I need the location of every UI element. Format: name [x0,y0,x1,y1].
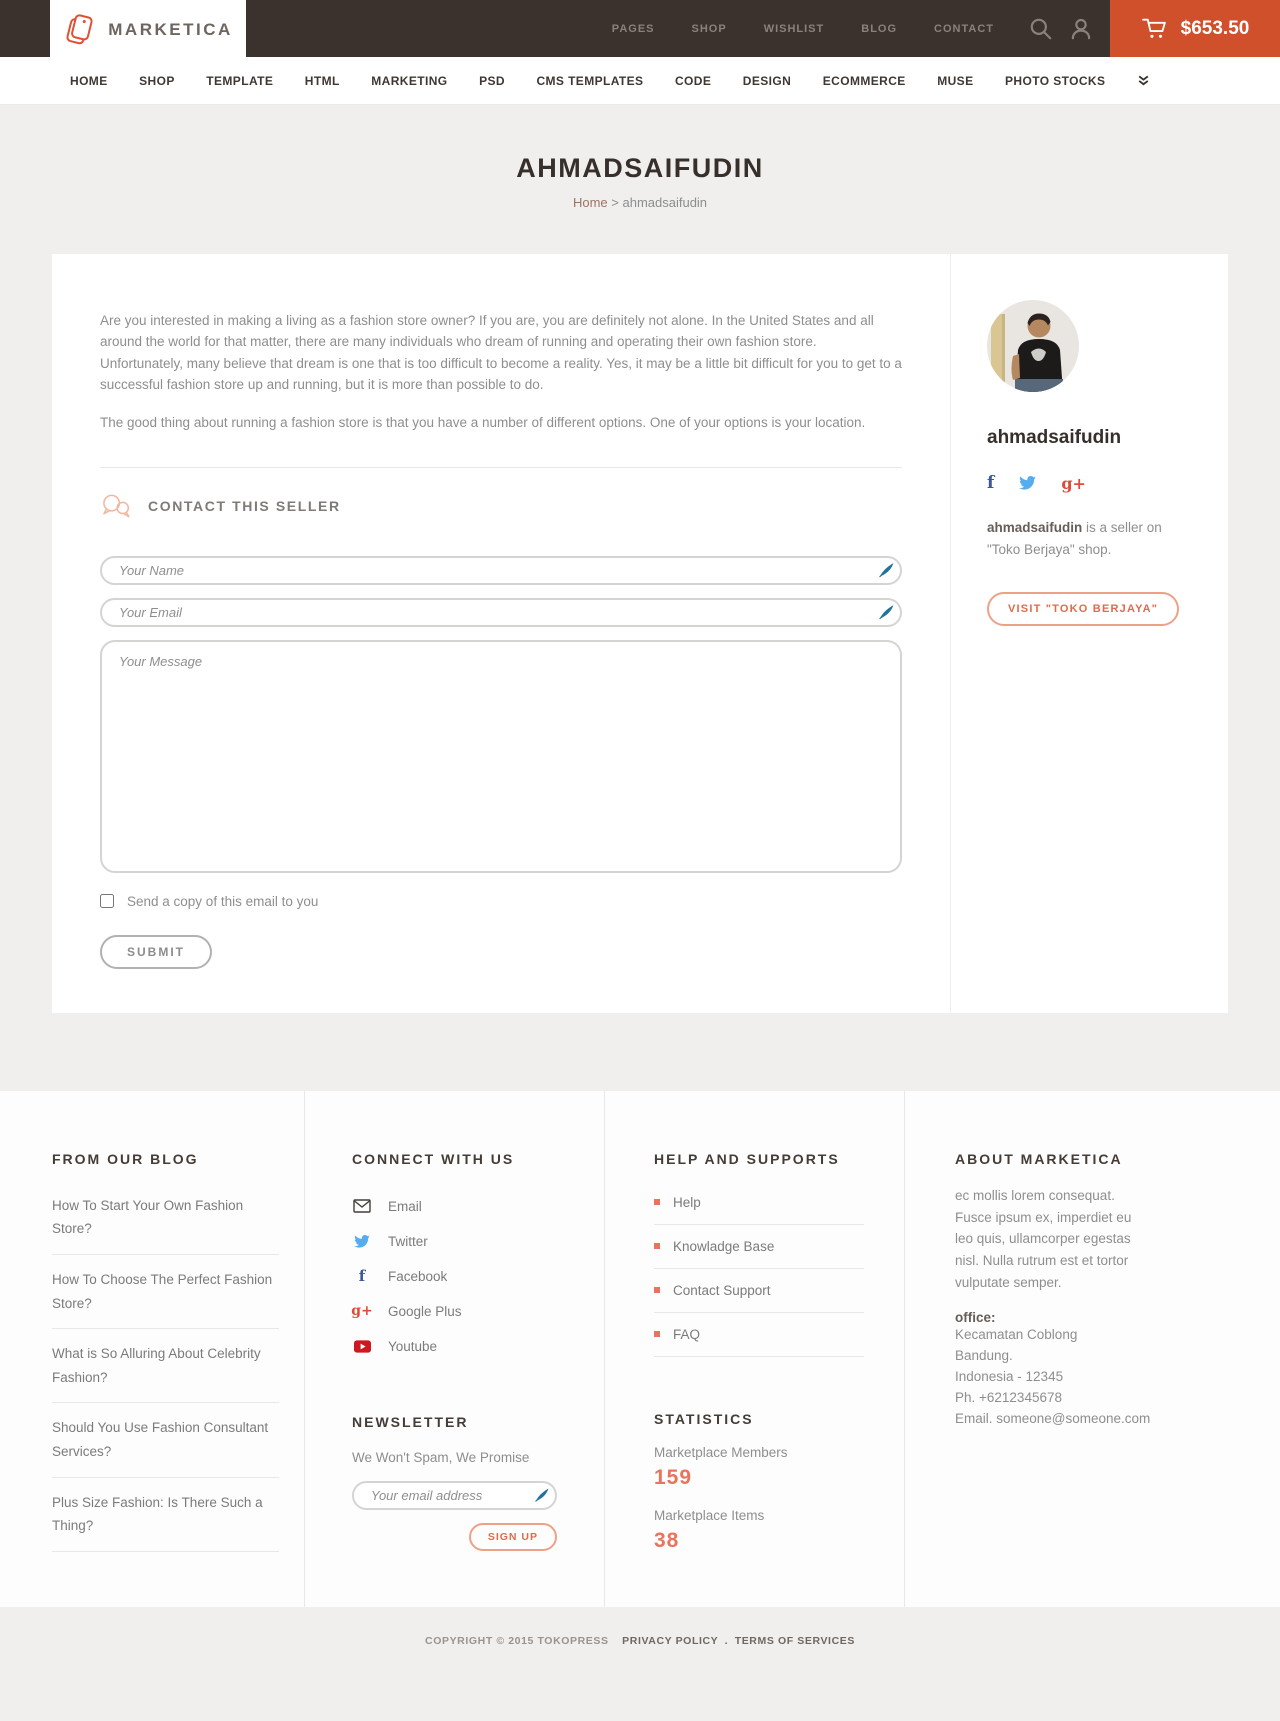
name-input[interactable] [100,556,902,585]
contact-support-link[interactable] [654,1269,864,1313]
google-plus-link[interactable]: g+ Google Plus [351,1303,462,1320]
statistics-heading: STATISTICS [654,1410,754,1427]
blog-list [52,1181,279,1552]
main-nav [0,57,1280,105]
stat-label: Marketplace Members [654,1444,788,1460]
top-nav [612,23,994,35]
seller-social-links [987,473,1192,493]
newsletter-signup-button[interactable]: SIGN UP [469,1523,557,1551]
stat-value: 159 [654,1465,693,1489]
topnav-item-pages[interactable]: PAGES [611,22,655,35]
terms-link[interactable]: TERMS OF SERVICES [734,1634,855,1647]
topnav-item-wishlist[interactable]: WISHLIST [763,22,825,35]
footer [0,1091,1280,1607]
topnav-item-shop[interactable]: SHOP [691,22,727,35]
newsletter-tagline: We Won't Spam, We Promise [352,1449,530,1465]
mainnav-item-ecommerce[interactable]: ECOMMERCE [822,73,906,88]
search-icon[interactable] [1028,16,1054,42]
square-bullet-icon [654,1287,660,1293]
seller-description [987,517,1192,561]
seller-name: ahmadsaifudin [987,427,1122,448]
email-link[interactable] [352,1189,557,1224]
page-header [0,105,1280,254]
square-bullet-icon [654,1199,660,1205]
more-menu-chevron-icon[interactable] [1137,74,1150,87]
square-bullet-icon [654,1331,660,1337]
mainnav-item-marketing[interactable]: MARKETING [371,73,448,88]
help-label: FAQ [673,1326,701,1342]
content-card [52,254,1228,1013]
tag-logo-icon [63,11,97,49]
mainnav-item-code[interactable]: CODE [674,73,712,88]
youtube-link[interactable] [352,1329,557,1364]
seller-description-text: is a seller on "Toko Berjaya" shop. [987,520,1162,557]
brand-name: MARKETICA [108,19,233,39]
knowledge-base-link[interactable] [654,1225,864,1269]
email-icon [352,1199,372,1213]
stat-row [654,1508,864,1553]
help-label: Help [673,1194,701,1210]
privacy-policy-link[interactable]: PRIVACY POLICY [622,1634,719,1647]
help-label: Knowladge Base [673,1238,775,1254]
address-line: Bandung. [955,1347,1013,1363]
cart-button[interactable] [1110,0,1280,57]
account-icon[interactable] [1068,16,1094,42]
google-plus-icon[interactable]: g+ [1061,473,1086,493]
top-bar [0,0,1280,57]
chat-bubbles-icon [100,493,131,520]
mainnav-item-cms-templates[interactable]: CMS TEMPLATES [536,73,644,88]
footer-about-heading: ABOUT MARKETICA [955,1150,1123,1167]
breadcrumb [0,195,1280,210]
seller-avatar [987,379,1079,396]
twitter-link[interactable] [352,1224,557,1259]
youtube-icon [352,1340,372,1353]
edit-pen-icon [878,562,895,579]
send-pen-icon [534,1487,550,1503]
connect-label: Twitter [388,1233,428,1249]
mainnav-item-design[interactable]: DESIGN [742,73,792,88]
connect-label: Facebook [388,1268,448,1284]
topnav-item-blog[interactable]: BLOG [861,22,898,35]
name-field-wrap [100,556,902,585]
cart-icon [1141,16,1168,41]
article-paragraph: Are you interested in making a living as a fashion store owner? If you are, you are definitely not alone. In the United States and all around the world for that matter, there are many individuals who dream of running and operating their own fashion store. Unfortunately, many believe that dream is one that is too difficult to become a reality. Yes, it may be a little bit difficult for you to get to a successful fashion store up and running, but it is more than possible to do. [100,313,902,392]
footer-help-column [605,1091,905,1607]
stat-value: 38 [654,1528,680,1552]
copyright-text: COPYRIGHT © 2015 TOKOPRESS [425,1634,609,1647]
footer-blog-heading: FROM OUR BLOG [52,1150,199,1167]
top-icon-group [1028,16,1094,42]
help-list [654,1181,864,1357]
help-label: Contact Support [673,1282,771,1298]
mainnav-item-template[interactable]: TEMPLATE [206,73,274,88]
mainnav-item-photo-stocks[interactable]: PHOTO STOCKS [1005,73,1106,88]
connect-label: Youtube [388,1338,438,1354]
seller-description-name: ahmadsaifudin [987,520,1083,535]
contact-seller-section-head [100,493,902,520]
mainnav-item-muse[interactable]: MUSE [937,73,974,88]
breadcrumb-home-link[interactable]: Home [572,195,608,210]
address-line: Ph. +6212345678 [955,1389,1062,1405]
seller-sidebar [950,254,1228,1013]
twitter-icon[interactable] [1019,476,1036,490]
breadcrumb-current: ahmadsaifudin [622,195,708,210]
help-link[interactable] [654,1181,864,1225]
blog-link[interactable]: Plus Size Fashion: Is There Such a Thing? [52,1478,279,1552]
connect-list [352,1189,557,1364]
twitter-icon [352,1235,372,1248]
topnav-item-contact[interactable]: CONTACT [934,22,994,35]
connect-label: Google Plus [388,1303,462,1319]
breadcrumb-separator: > [611,195,619,210]
about-text: ec mollis lorem consequat. Fusce ipsum ex, imperdiet eu leo quis, ullamcorper egestas nisl. Nulla rutrum est et tortor vulputate semper. [955,1187,1132,1291]
article-paragraph: The good thing about running a fashion store is that you have a number of different options. One of your options is your location. [100,415,866,431]
faq-link[interactable] [654,1313,864,1357]
newsletter-field-wrap [352,1481,557,1510]
blog-link[interactable]: What is So Alluring About Celebrity Fashion? [52,1329,279,1403]
footer-help-heading: HELP AND SUPPORTS [654,1150,840,1167]
address-line: Kecamatan Coblong [955,1326,1078,1342]
article-body [100,310,902,434]
stat-row [654,1445,864,1490]
copy-email-row [100,894,902,909]
blog-link[interactable]: How To Choose The Perfect Fashion Store? [52,1255,279,1329]
square-bullet-icon [654,1243,660,1249]
facebook-icon[interactable]: f [987,473,995,493]
message-textarea[interactable] [100,640,902,873]
edit-pen-icon [878,604,895,621]
address-line: Indonesia - 12345 [955,1368,1064,1384]
submit-button[interactable]: SUBMIT [100,935,212,969]
section-divider [100,467,902,468]
email-input[interactable] [100,598,902,627]
mainnav-item-html[interactable]: HTML [304,73,340,88]
newsletter-heading: NEWSLETTER [352,1413,469,1430]
brand-logo[interactable] [50,0,246,59]
stat-label: Marketplace Items [654,1507,765,1523]
address-line: Email. someone@someone.com [955,1410,1151,1426]
mainnav-item-home[interactable]: HOME [70,73,108,88]
bottom-separator: . [724,1634,729,1647]
visit-shop-button[interactable]: VISIT "TOKO BERJAYA" [987,592,1179,626]
connect-label: Email [388,1198,422,1214]
blog-link[interactable]: How To Start Your Own Fashion Store? [52,1181,279,1255]
mainnav-item-psd[interactable]: PSD [479,73,505,88]
footer-about-column [905,1091,1280,1607]
copy-email-label: Send a copy of this email to you [127,893,319,909]
cart-total: $653.50 [1180,17,1250,39]
footer-connect-column [305,1091,605,1607]
email-field-wrap [100,598,902,627]
footer-connect-heading: CONNECT WITH US [352,1150,515,1167]
newsletter-email-input[interactable] [352,1481,557,1510]
office-label: office: [955,1309,996,1325]
blog-link[interactable]: Should You Use Fashion Consultant Services? [52,1403,279,1477]
contact-seller-heading: CONTACT THIS SELLER [148,498,341,515]
signup-row [352,1523,557,1551]
facebook-link[interactable]: f Facebook [358,1267,448,1286]
seller-article-and-form [52,254,950,1013]
footer-blog-column [0,1091,305,1607]
mainnav-item-shop[interactable]: SHOP [139,73,175,88]
bottom-bar [0,1607,1280,1721]
copy-email-checkbox[interactable] [100,894,114,908]
contact-seller-form [100,556,902,969]
page-title: AHMADSAIFUDIN [516,153,764,183]
